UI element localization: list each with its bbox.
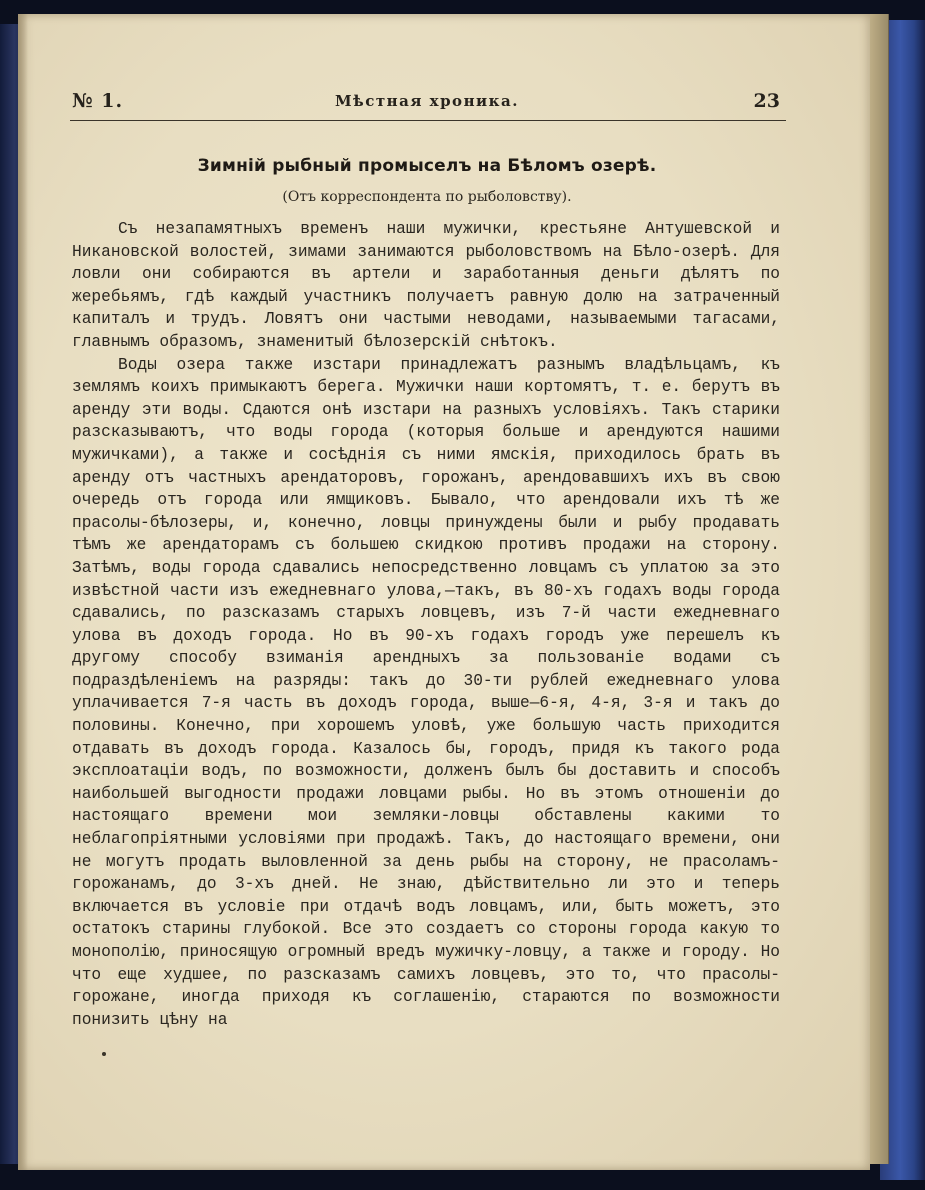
header-rule [70,120,786,121]
paragraph: Воды озера также изстари принадлежатъ разнымъ владѣльцамъ, къ землямъ коихъ примыкаютъ берега. Мужички наши кортомятъ, т. е. берутъ въ аренду эти воды. Сдаются онѣ изстари на разныхъ условіяхъ. Такъ старики разсказываютъ, что воды города (которыя больше и арендуются нашими мужичками), а также и сосѣднія съ ними ямскія, приходилось брать въ аренду отъ частныхъ арендаторовъ, горожанъ, арендовавшихъ ихъ въ свою очередь отъ города или ямщиковъ. Бывало, что арендовали ихъ тѣ же прасолы-бѣлозеры, и, конечно, ловцы принуждены были и рыбу продавать тѣмъ же арендаторамъ съ большею скидкою противъ продажи на сторону. Затѣмъ, воды города сдавались непосредственно ловцамъ съ уплатою за это извѣстной части изъ ежедневнаго улова,—такъ, въ 80-хъ годахъ воды города сдавались, по разсказамъ старыхъ ловцевъ, изъ 7-й части ежедневнаго улова въ доходъ города. Но въ 90-хъ годахъ городъ уже перешелъ къ другому способу взиманія арендныхъ за пользованіе водами съ подраздѣленіемъ на разряды: такъ до 30-ти рублей ежедневнаго улова уплачивается 7-я часть въ доходъ города, выше—6-я, 4-я, 3-я и такъ до половины. Конечно, при хорошемъ уловѣ, уже большую часть приходится отдавать въ доходъ города. Казалось бы, городъ, придя къ такого рода эксплоатаціи водъ, по возможности, долженъ былъ бы доставить и способъ наибольшей выгодности продажи ловцами рыбы. Но въ этомъ отношеніи до настоящаго времени мои земляки-ловцы обставлены какими то неблагопріятными условіями при продажѣ. Такъ, до настоящаго времени, они не могутъ продать выловленной за день рыбы на сторону, не прасоламъ-горожанамъ, до 3-хъ дней. Не знаю, дѣйствительно ли это и теперь включается въ условіе при отдачѣ водъ ловцамъ, или, быть можетъ, это остатокъ старины глубокой. Все это создаетъ со стороны города какую то монополію, приносящую огромный вредъ мужичку-ловцу, а также и городу. Но что еще худшее, по разсказамъ самихъ ловцевъ, это то, что прасолы-горожане, иногда приходя къ соглашенію, стараются по возможности понизить цѣну на [72,355,780,1029]
paragraph: Съ незапамятныхъ временъ наши мужички, крестьяне Антушевской и Никановской волостей, зимами занимаются рыболовствомъ на Бѣло-озерѣ. Для ловли они собираются въ артели и заработанныя деньги дѣлятъ по жеребьямъ, гдѣ каждый участникъ получаетъ равную долю на затраченный капиталъ и трудъ. Ловятъ они частыми неводами, называемыми тагасами, главнымъ образомъ, знаменитый бѣлозерскій снѣтокъ. [72,220,780,351]
page-number: 23 [753,90,780,112]
page-gutter [18,14,28,1170]
section-title: Мѣстная хроника. [335,92,519,110]
article-title: Зимній рыбный промыселъ на Бѣломъ озерѣ. [197,156,657,176]
article-body [72,218,780,1031]
ink-speck [102,1052,106,1056]
issue-number: № 1. [72,90,124,112]
article-byline: (Отъ корреспондента по рыболовству). [282,189,572,205]
running-head [72,90,782,118]
